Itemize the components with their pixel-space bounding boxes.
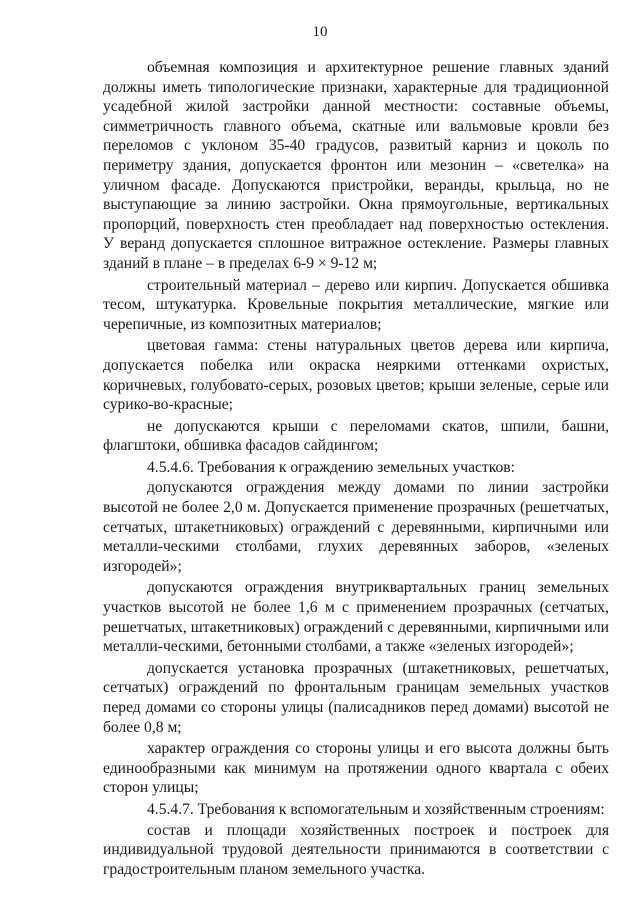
section-heading-outbuildings: 4.5.4.7. Требования к вспомогательным и хозяйственным строениям: — [147, 800, 605, 818]
paragraph-fence-inner-boundaries: допускаются ограждения внутриквартальных границ земельных участков высотой не более 1,6 м с применением прозрачных (сетчатых, решетчатых, штакетниковых) ограждений с деревянными, кирпичными или металли-ческими, бетонными столбами, а также «зеленых изгородей»; — [103, 579, 609, 656]
page-number: 10 — [312, 24, 328, 40]
paragraph-color-scheme: цветовая гамма: стены натуральных цветов дерева или кирпича, допускается побелка или окраска неяркими оттенками охристых, коричневых, голубовато-серых, розовых цветов; крыши зеленые, серые или сурико-во-красные; — [103, 337, 609, 414]
paragraph-fence-uniformity: характер ограждения со стороны улицы и его высота должны быть единообразными как минимум на протяжении одного квартала с обеих сторон улицы; — [103, 740, 609, 797]
document-body — [103, 58, 609, 881]
paragraph-roof-restrictions: не допускаются крыши с переломами скатов, шпили, башни, флагштоки, обшивка фасадов сайдингом; — [103, 417, 609, 455]
section-heading-fencing: 4.5.4.6. Требования к ограждению земельных участков: — [147, 458, 516, 476]
paragraph-fence-front-boundaries: допускается установка прозрачных (штакетниковых, решетчатых, сетчатых) ограждений по фронтальным границам земельных участков перед домами со стороны улицы (палисадников перед домами) высотой не более 0,8 м; — [103, 659, 609, 736]
paragraph-fence-building-line: допускаются ограждения между домами по линии застройки высотой не более 2,0 м. Допускается применение прозрачных (решетчатых, сетчатых, штакетниковых) ограждений с деревянными, кирпичными или металли-ческими столбами, глухих деревянных заборов, «зеленых изгородей»; — [103, 479, 609, 575]
paragraph-composition: объемная композиция и архитектурное решение главных зданий должны иметь типологические признаки, характерные для традиционной усадебной жилой застройки данной местности: составные объемы, симметричность главного объема, скатные или вальмовые кровли без переломов с уклоном 35-40 градусов, развитый карниз и цоколь по периметру здания, допускается фронтон или мезонин – «светелка» на уличном фасаде. Допускаются пристройки, веранды, крыльца, но не выступающие за линию застройки. Окна прямоугольные, вертикальных пропорций, поверхность стен преобладает над поверхностью остекления. У веранд допускается сплошное витражное остекление. Размеры главных зданий в плане – в пределах 6-9 × 9-12 м; — [103, 59, 609, 272]
paragraph-material: строительный материал – дерево или кирпич. Допускается обшивка тесом, штукатурка. Кровельные покрытия металлические, мягкие или черепичные, из композитных материалов; — [103, 276, 609, 333]
paragraph-outbuildings: состав и площади хозяйственных построек и построек для индивидуальной трудовой деятельности принимаются в соответствии с градостроительным планом земельного участка. — [103, 821, 609, 878]
